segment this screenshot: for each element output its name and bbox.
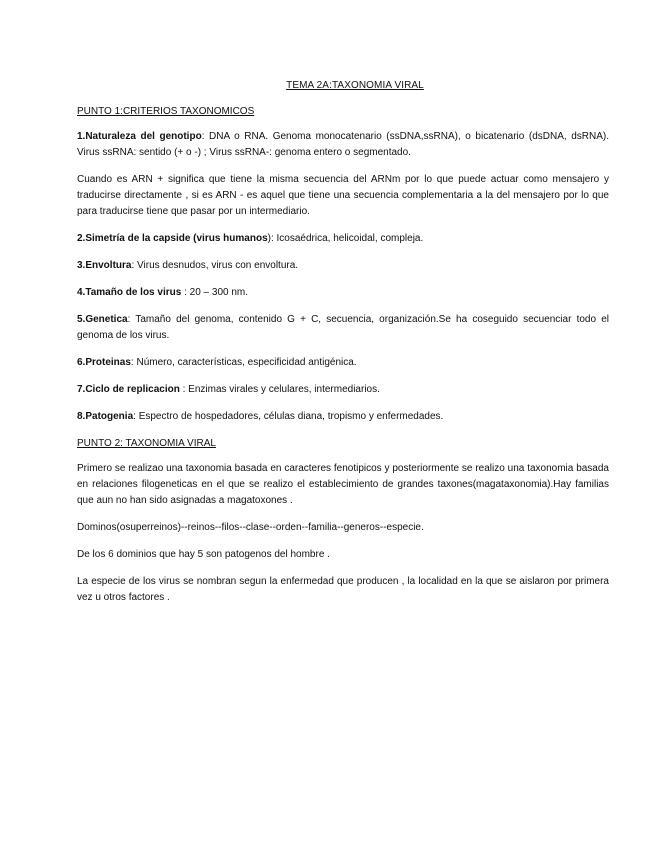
criterion-7-text: Enzimas virales y celulares, intermediarios. bbox=[188, 384, 380, 395]
criterion-4-sep: : bbox=[181, 287, 190, 298]
criterion-1-sep: : bbox=[201, 131, 210, 142]
document-content bbox=[77, 78, 609, 617]
criterion-5-text: Tamaño del genoma, contenido G + C, secuencia, organización.Se ha coseguido secuenciar todo el genoma de los virus. bbox=[77, 314, 609, 341]
criterion-1-label: 1.Naturaleza del genotipo bbox=[77, 131, 202, 142]
taxonomy-paragraph-2: Dominos(osuperreinos)--reinos--filos--clase--orden--familia--generos--especie. bbox=[77, 522, 424, 533]
criterion-6-sep: : bbox=[130, 357, 137, 368]
criterion-8-sep: : bbox=[133, 411, 139, 422]
criterion-5-sep: : bbox=[127, 314, 136, 325]
criterion-2-text: Icosaédrica, helicoidal, compleja. bbox=[276, 233, 424, 244]
criterion-8 bbox=[77, 409, 609, 425]
criterion-2 bbox=[77, 231, 609, 247]
criterion-1-text: DNA o RNA. Genoma monocatenario (ssDNA,ssRNA), o bicatenario (dsDNA, dsRNA). Virus ssRNA: sentido (+ o -) ; Virus ssRNA-: genoma entero o segmentado. bbox=[77, 131, 609, 158]
criterion-6 bbox=[77, 355, 609, 371]
taxonomy-paragraph-3: De los 6 dominios que hay 5 son patogenos del hombre . bbox=[77, 549, 330, 560]
arn-explanation-text: Cuando es ARN + significa que tiene la misma secuencia del ARNm por lo que puede actuar como mensajero y traducirse directamente , si es ARN - es aquel que tiene una secuencia complementaria a la del mensajero por lo que para traducirse tiene que pasar por un intermediario. bbox=[77, 174, 609, 217]
taxonomy-paragraph-4: La especie de los virus se nombran segun la enfermedad que producen , la localidad en la que se aislaron por primera vez u otros factores . bbox=[77, 576, 609, 603]
criterion-1 bbox=[77, 129, 609, 161]
criterion-4 bbox=[77, 285, 609, 301]
criterion-4-text: 20 – 300 nm. bbox=[189, 287, 249, 298]
criterion-7-sep: : bbox=[179, 384, 189, 395]
criterion-3-text: Virus desnudos, virus con envoltura. bbox=[137, 260, 299, 271]
criterion-4-label: 4.Tamaño de los virus bbox=[77, 287, 182, 298]
page-title: TEMA 2A:TAXONOMIA VIRAL bbox=[286, 80, 424, 91]
criterion-8-label: 8.Patogenia bbox=[77, 411, 134, 422]
criterion-3 bbox=[77, 258, 609, 274]
criterion-3-sep: : bbox=[131, 260, 138, 271]
criterion-8-text: Espectro de hospedadores, células diana, tropismo y enfermedades. bbox=[138, 411, 444, 422]
criterion-6-text: Número, características, especificidad antigénica. bbox=[136, 357, 357, 368]
criterion-7-label: 7.Ciclo de replicacion bbox=[77, 384, 180, 395]
criterion-2-sep: ): bbox=[267, 233, 277, 244]
arn-explanation bbox=[77, 172, 609, 220]
section-heading-punto2: PUNTO 2: TAXONOMIA VIRAL bbox=[77, 438, 216, 449]
criterion-5-label: 5.Genetica bbox=[77, 314, 128, 325]
section-heading-punto1: PUNTO 1:CRITERIOS TAXONOMICOS bbox=[77, 106, 255, 117]
criterion-2-label: 2.Simetría de la capside (virus humanos bbox=[77, 233, 268, 244]
criterion-5 bbox=[77, 312, 609, 344]
criterion-7 bbox=[77, 382, 609, 398]
criterion-6-label: 6.Proteinas bbox=[77, 357, 131, 368]
taxonomy-paragraph-1: Primero se realizao una taxonomia basada en caracteres fenotipicos y posteriormente se realizo una taxonomia basada en relaciones filogeneticas en el que se realizo el establecimiento de grandes taxones(magataxonomia).Hay familias que aun no han sido asignadas a magatoxones . bbox=[77, 463, 609, 506]
criterion-3-label: 3.Envoltura bbox=[77, 260, 132, 271]
